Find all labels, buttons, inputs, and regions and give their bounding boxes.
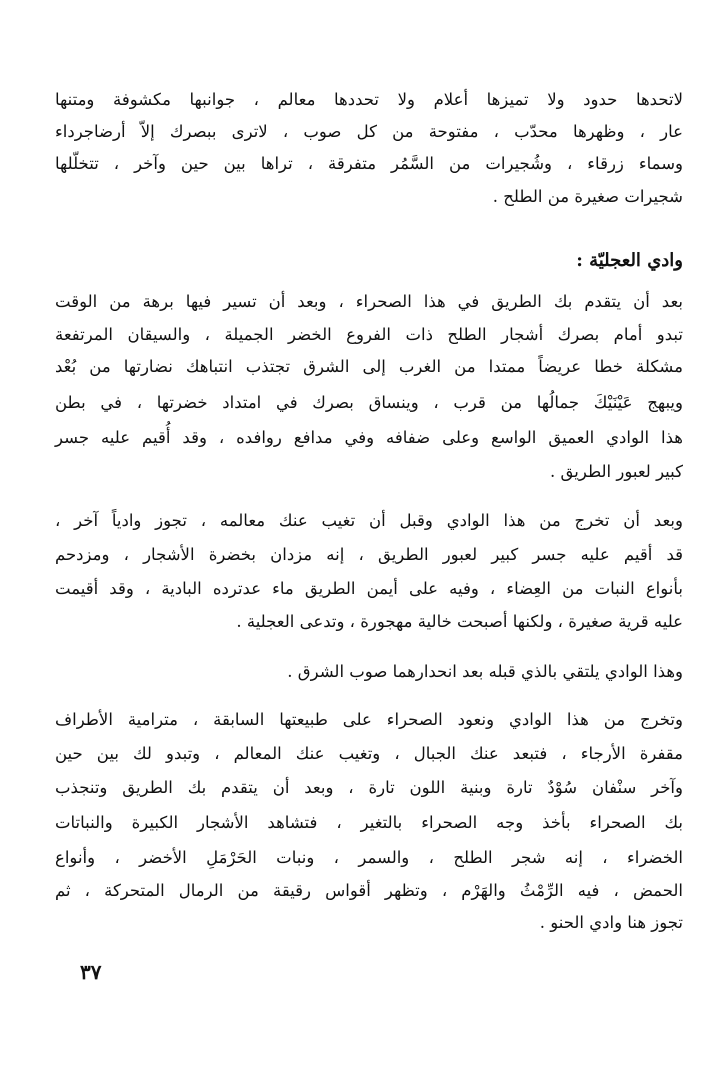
paragraph-4-line-1: وهذا الوادي يلتقي بالذي قبله بعد انحدارهما صوب الشرق . — [287, 662, 683, 681]
paragraph-1-line-1: لاتحدها حدود ولا تميزها أعلام ولا تحددها معالم ، جوانبها مكشوفة ومتنها — [55, 90, 683, 109]
paragraph-5-line-3: وآخر سنْفان سُوْدٌ تارة وبنية اللون تارة ، وبعد أن يتقدم بك الطريق وتنجذب — [55, 778, 683, 797]
paragraph-5-line-6: الحمض ، فيه الرِّمْثُ والهَرْم ، وتظهر أقواس رقيقة من الرمال المتحركة ، ثم — [55, 881, 683, 900]
paragraph-5-line-4: بك الصحراء بأخذ وجه الصحراء بالتغير ، فتشاهد الأشجار الكبيرة والنباتات — [55, 813, 683, 832]
paragraph-3-line-4: عليه قرية صغيرة ، ولكنها أصبحت خالية مهجورة ، وتدعى العجلية . — [236, 612, 683, 631]
paragraph-2-line-3: مشكلة خطا عريضاً ممتدا من الغرب إلى الشرق تجتذب انتباهك نضارتها من بُعْد — [55, 357, 683, 376]
paragraph-1-line-4: شجيرات صغيرة من الطلح . — [492, 187, 683, 206]
paragraph-2-line-4: ويبهج عَيْنَيْكَ جمالُها من قرب ، وينساق بصرك في امتداد خضرتها ، في بطن — [55, 393, 683, 412]
section-heading: وادي العجليّة : — [576, 250, 683, 271]
paragraph-5-line-5: الخضراء ، إنه شجر الطلح ، والسمر ، ونبات الحَرْمَلِ الأخضر ، وأنواع — [55, 848, 683, 867]
paragraph-1-line-2: عار ، وظهرها محدّب ، مفتوحة من كل صوب ، لاترى ببصرك إلاّ أرضاجرداء — [55, 122, 683, 141]
paragraph-2-line-6: كبير لعبور الطريق . — [550, 462, 683, 481]
paragraph-1-line-3: وسماء زرقاء ، وشُجيرات من السَّمُر متفرقة ، تراها بين حين وآخر ، تتخلّلها — [55, 154, 683, 173]
paragraph-5-line-7: تجوز هنا وادي الحنو . — [539, 913, 683, 932]
paragraph-5-line-2: مقفرة الأرجاء ، فتبعد عنك الجبال ، وتغيب عنك المعالم ، وتبدو لك بين حين — [55, 744, 683, 763]
paragraph-3-line-3: بأنواع النبات من العِضاء ، وفيه على أيمن الطريق ماء عدترده البادية ، وقد أقيمت — [55, 579, 683, 598]
paragraph-5-line-1: وتخرج من هذا الوادي ونعود الصحراء على طبيعتها السابقة ، مترامية الأطراف — [55, 710, 683, 729]
paragraph-2-line-5: هذا الوادي العميق الواسع وعلى ضفافه وفي مدافع روافده ، وقد أُقيم عليه جسر — [55, 428, 683, 447]
paragraph-2-line-2: تبدو أمام بصرك أشجار الطلح ذات الفروع الخضر الجميلة ، والسيقان المرتفعة — [55, 325, 683, 344]
paragraph-3-line-1: وبعد أن تخرج من هذا الوادي وقبل أن تغيب عنك معالمه ، تجوز وادياً آخر ، — [55, 511, 683, 530]
paragraph-2-line-1: بعد أن يتقدم بك الطريق في هذا الصحراء ، وبعد أن تسير فيها برهة من الوقت — [55, 292, 683, 311]
page-number: ٣٧ — [80, 960, 102, 984]
paragraph-3-line-2: قد أقيم عليه جسر كبير لعبور الطريق ، إنه مزدان بخضرة الأشجار ، ومزدحم — [55, 545, 683, 564]
